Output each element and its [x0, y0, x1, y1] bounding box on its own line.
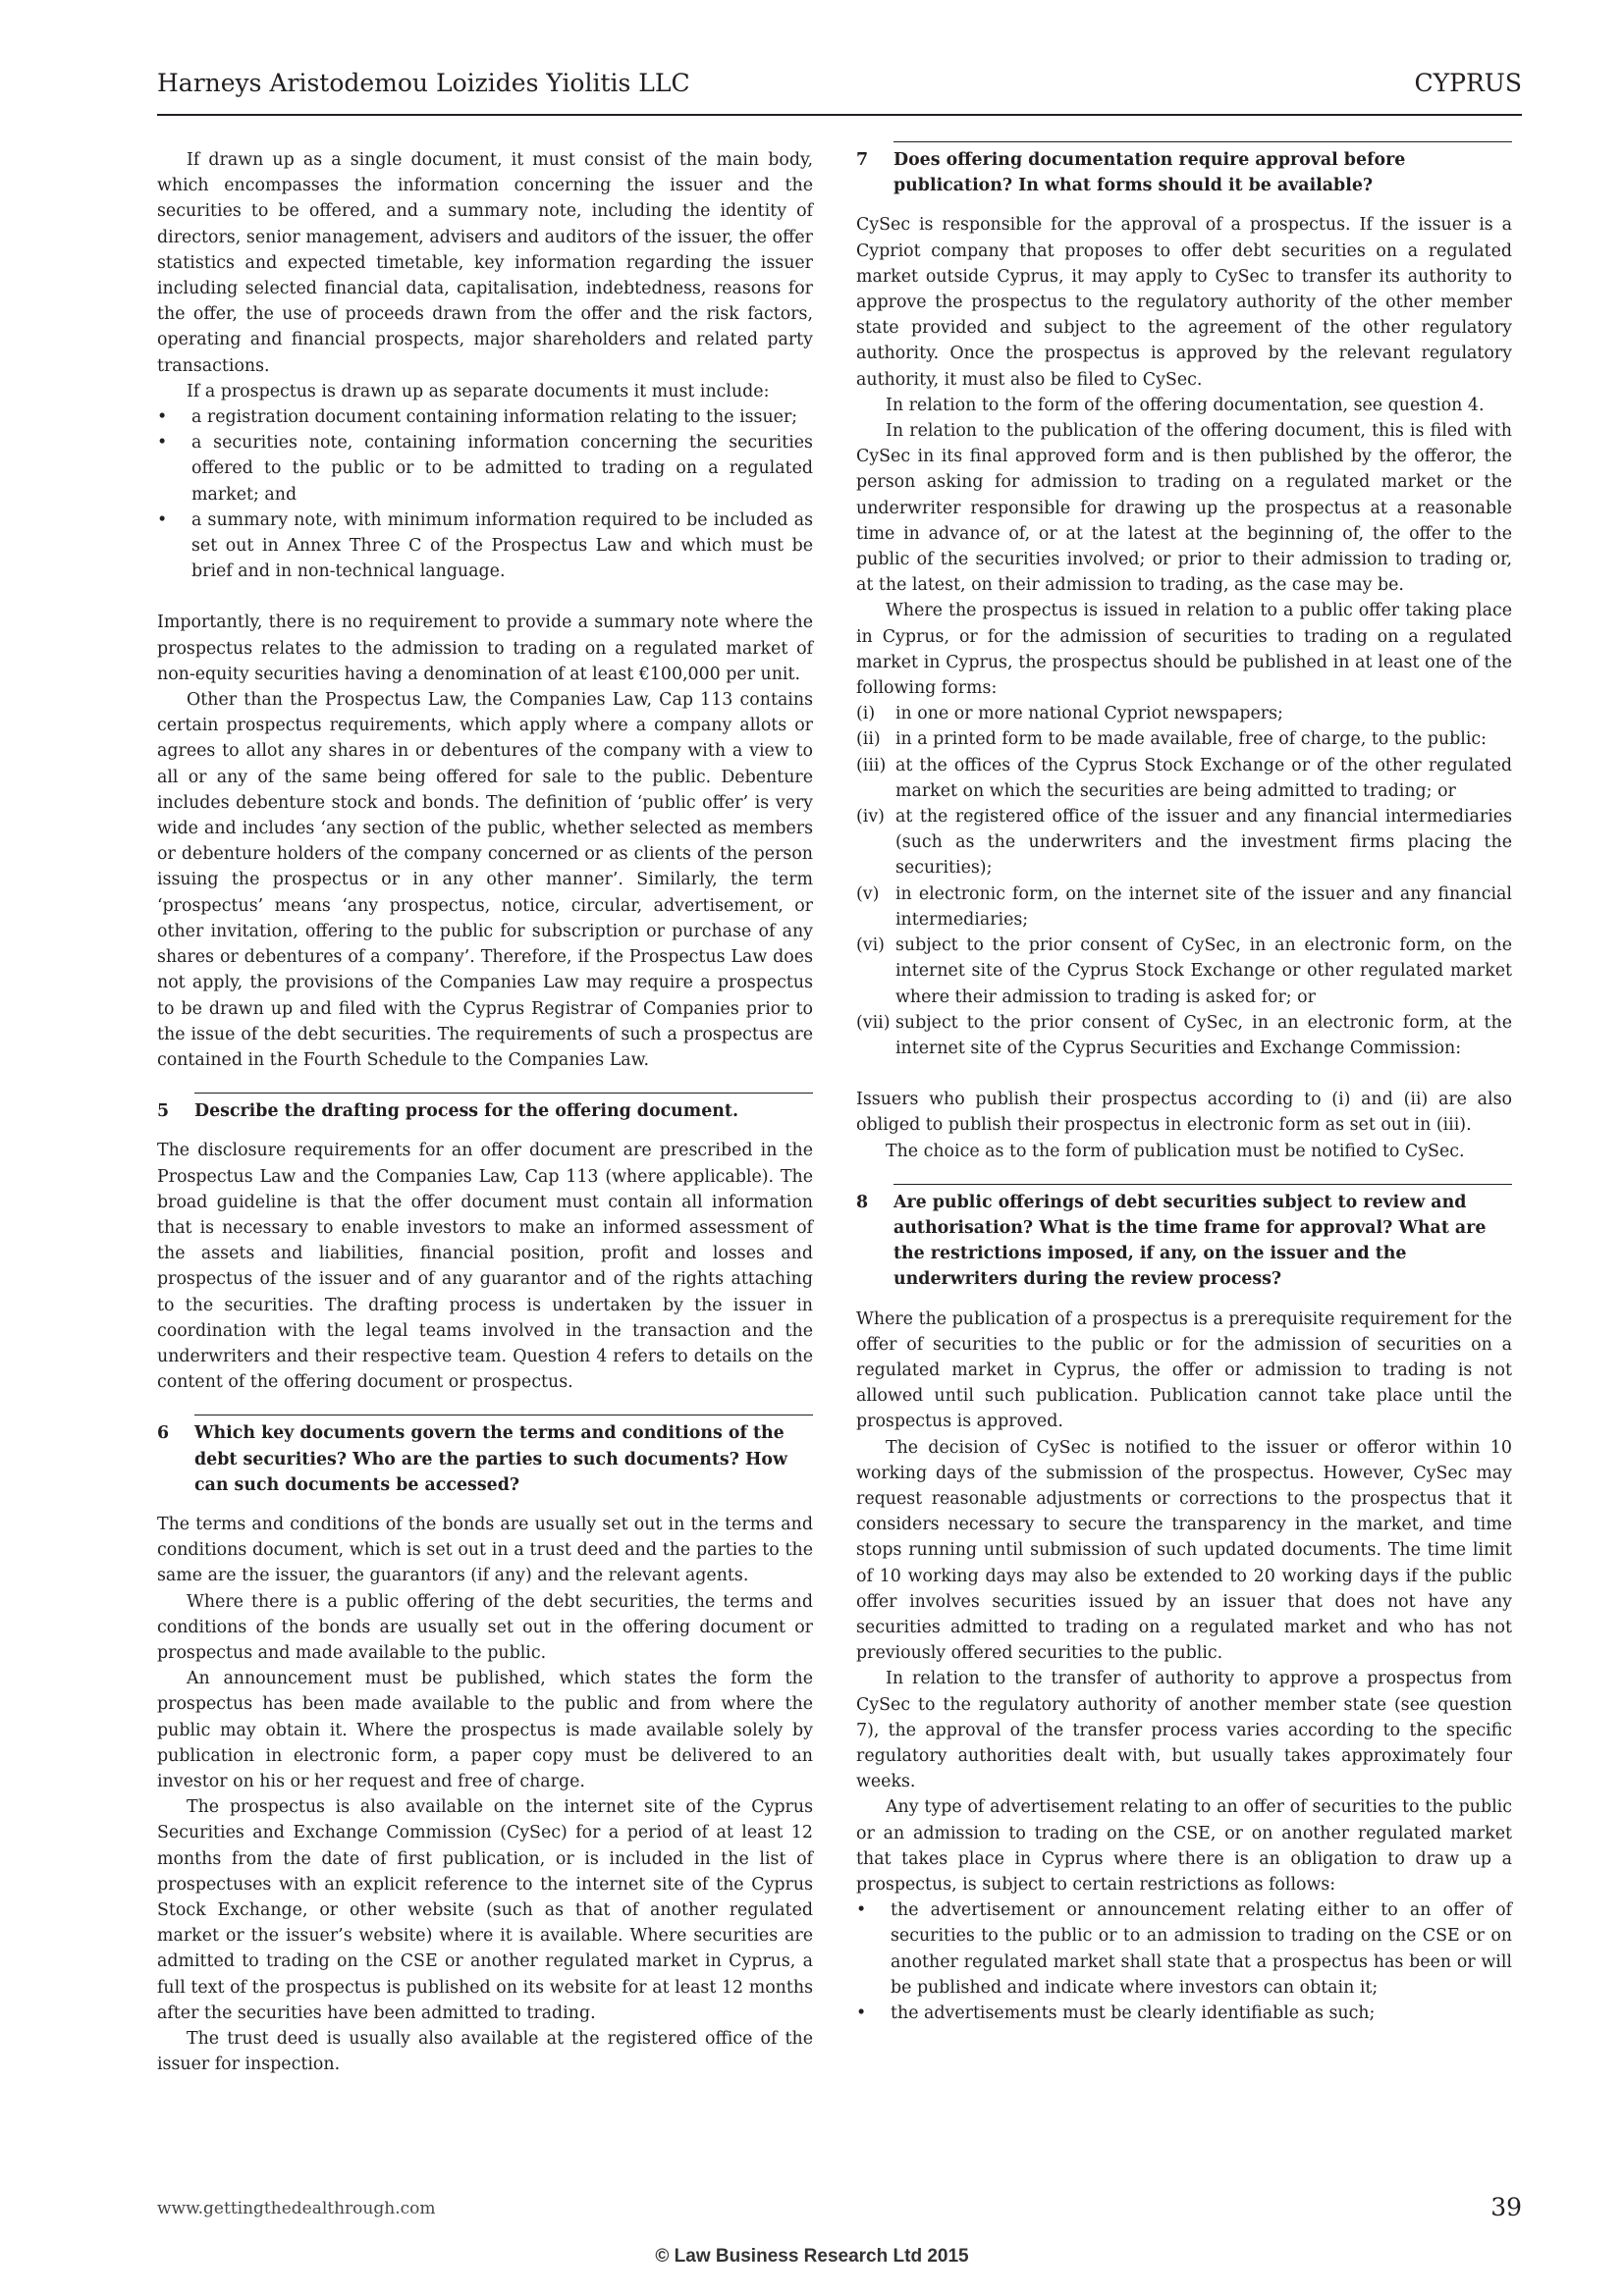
- paragraph: The choice as to the form of publication must be notified to CySec.: [886, 1141, 1465, 1161]
- paragraph: Where there is a public offering of the debt securities, the terms and conditions of the bonds are usually set out in the offering document or prospectus and made available to the public.: [157, 1591, 813, 1663]
- right-column: [856, 147, 1512, 2026]
- bullet-text: the advertisement or announcement relating either to an offer of securities to the public or to an admission to trading on the CSE or on another regulated market shall state that a prospectus has been or will be published and indicate where investors can obtain it;: [891, 1900, 1512, 1998]
- question-number: 5: [157, 1101, 170, 1122]
- list-item: [856, 726, 1512, 752]
- bullet-item: [157, 404, 813, 430]
- paragraph: Issuers who publish their prospectus according to (i) and (ii) are also obliged to publish their prospectus in electronic form as set out in (iii).: [856, 1090, 1512, 1136]
- paragraph: If drawn up as a single document, it must consist of the main body, which encompasses the information concerning the issuer and the securities to be offered, and a summary note, including the identity of directors, senior management, advisers and auditors of the issuer, the offer statistics and expected timetable, key information regarding the issuer including selected financial data, capitalisation, indebtedness, reasons for the offer, the use of proceeds drawn from the offer and the risk factors, operating and financial prospects, major shareholders and related party transactions.: [157, 150, 813, 376]
- bullet-text: a securities note, containing information concerning the securities offered to the public or to be admitted to trading on a regulated market; and: [191, 433, 813, 505]
- question-number: 8: [856, 1192, 869, 1212]
- list-marker: (iv): [856, 807, 885, 828]
- list-text: in electronic form, on the internet site of the issuer and any financial intermediaries;: [895, 883, 1512, 930]
- bullet-icon: •: [157, 407, 168, 428]
- list-text: at the registered office of the issuer and any financial intermediaries (such as the underwriters and the investment firms placing the securities);: [895, 807, 1512, 879]
- list-item: [856, 804, 1512, 881]
- question-text: Which key documents govern the terms and conditions of the debt securities? Who are the parties to such documents? How can such documents be accessed?: [194, 1423, 787, 1495]
- list-item: [856, 1010, 1512, 1061]
- paragraph: The prospectus is also available on the internet site of the Cyprus Securities and Exchange Commission (CySec) for a period of at least 12 months from the date of first publication, or is included in the list of prospectuses with an explicit reference to the internet site of the Cyprus Stock Exchange, or other website (such as that of another regulated market or the issuer’s website) where it is available. Where securities are admitted to trading on the CSE or another regulated market in Cyprus, a full text of the prospectus is published on its website for at least 12 months after the securities have been admitted to trading.: [157, 1797, 813, 2023]
- paragraph: Any type of advertisement relating to an offer of securities to the public or an admission to trading on the CSE, or on another regulated market that takes place in Cyprus where there is an obligation to draw up a prospectus, is subject to certain restrictions as follows:: [856, 1797, 1512, 1895]
- list-marker: (vi): [856, 935, 885, 956]
- bullet-item: [157, 507, 813, 585]
- list-item: [856, 881, 1512, 933]
- country-label: CYPRUS: [1414, 69, 1522, 97]
- paragraph: Other than the Prospectus Law, the Companies Law, Cap 113 contains certain prospectus requirements, which apply where a company allots or agrees to allot any shares in or debentures of the company with a view to all or any of the same being offered for sale to the public. Debenture includes debenture stock and bonds. The definition of ‘public offer’ is very wide and includes ‘any section of the public, whether selected as members or debenture holders of the company concerned or as clients of the person issuing the prospectus or in any other manner’. Similarly, the term ‘prospectus’ means ‘any prospectus, notice, circular, advertisement, or other invitation, offering to the public for subscription or purchase of any shares or debentures of a company’. Therefore, if the Prospectus Law does not apply, the provisions of the Companies Law may require a prospectus to be drawn up and filed with the Cyprus Registrar of Companies prior to the issue of the debt securities. The requirements of such a prospectus are contained in the Fourth Schedule to the Companies Law.: [157, 690, 813, 1070]
- paragraph: The terms and conditions of the bonds are usually set out in the terms and conditions document, which is set out in a trust deed and the parties to the same are the issuer, the guarantors (if any) and the relevant agents.: [157, 1514, 813, 1586]
- paragraph: Where the publication of a prospectus is a prerequisite requirement for the offer of securities to the public or for the admission of securities on a regulated market in Cyprus, the offer or admission to trading is not allowed until such publication. Publication cannot take place until the prospectus is approved.: [856, 1308, 1512, 1432]
- page-number: 39: [1490, 2193, 1522, 2221]
- question-number: 6: [157, 1423, 170, 1444]
- question-text: Does offering documentation require approval before publication? In what forms should it be available?: [893, 150, 1406, 196]
- list-text: in one or more national Cypriot newspapers;: [895, 704, 1283, 724]
- paragraph: If a prospectus is drawn up as separate documents it must include:: [187, 381, 770, 401]
- running-header: [157, 69, 1522, 108]
- paragraph: In relation to the transfer of authority to approve a prospectus from CySec to the regulatory authority of another member state (see question 7), the approval of the transfer process varies according to the specific regulatory authorities dealt with, but usually takes approximately four weeks.: [856, 1669, 1512, 1792]
- question-heading-6: [157, 1420, 813, 1504]
- question-heading-8: [856, 1190, 1512, 1299]
- list-marker: (v): [856, 883, 880, 904]
- list-marker: (i): [856, 704, 876, 724]
- paragraph: The trust deed is usually also available at the registered office of the issuer for inspection.: [157, 2029, 813, 2075]
- firm-name: Harneys Aristodemou Loizides Yiolitis LLC: [157, 69, 690, 97]
- paragraph: The decision of CySec is notified to the issuer or offeror within 10 working days of the submission of the prospectus. However, CySec may request reasonable adjustments or corrections to the prospectus that it considers necessary to secure the transparency in the market, and time stops running until submission of such updated documents. The time limit of 10 working days may also be extended to 20 working days if the public offer involves securities issued by an issuer that does not have any securities admitted to trading on a regulated market and who has not previously offered securities to the public.: [856, 1437, 1512, 1664]
- bullet-item: [856, 2001, 1512, 2026]
- paragraph: Where the prospectus is issued in relation to a public offer taking place in Cyprus, or for the admission of securities to trading on a regulated market in Cyprus, the prospectus should be published in at least one of the following forms:: [856, 601, 1512, 699]
- paragraph: An announcement must be published, which states the form the prospectus has been made available to the public and from where the public may obtain it. Where the prospectus is made available solely by publication in electronic form, a paper copy must be delivered to an investor on his or her request and free of charge.: [157, 1669, 813, 1791]
- website-link[interactable]: www.gettingthedealthrough.com: [157, 2199, 436, 2218]
- list-marker: (vii): [856, 1012, 891, 1033]
- list-marker: (iii): [856, 755, 887, 775]
- list-text: in a printed form to be made available, free of charge, to the public:: [895, 729, 1487, 750]
- question-heading-5: [157, 1098, 813, 1130]
- bullet-icon: •: [157, 509, 168, 530]
- paragraph: In relation to the form of the offering documentation, see question 4.: [886, 395, 1485, 415]
- list-item: [856, 701, 1512, 726]
- bullet-text: a summary note, with minimum information required to be included as set out in Annex Three C of the Prospectus Law and which must be brief and in non-technical language.: [191, 509, 813, 582]
- paragraph: CySec is responsible for the approval of a prospectus. If the issuer is a Cypriot company that proposes to offer debt securities on a regulated market outside Cyprus, it may apply to CySec to transfer its authority to approve the prospectus to the regulatory authority of the other member state provided and subject to the agreement of the other regulatory authority. Once the prospectus is approved by the relevant regulatory authority, it must also be filed to CySec.: [856, 215, 1512, 390]
- bullet-icon: •: [856, 1900, 867, 1921]
- list-text: subject to the prior consent of CySec, in an electronic form, on the internet site of the Cyprus Stock Exchange or other regulated market where their admission to trading is asked for; or: [895, 935, 1512, 1007]
- bullet-text: the advertisements must be clearly identifiable as such;: [891, 2003, 1376, 2024]
- bullet-icon: •: [157, 433, 168, 454]
- list-item: [856, 753, 1512, 804]
- question-heading-7: [856, 147, 1512, 204]
- bullet-item: [856, 1897, 1512, 2001]
- list-text: subject to the prior consent of CySec, in an electronic form, at the internet site of the Cyprus Securities and Exchange Commission:: [895, 1012, 1512, 1058]
- list-item: [856, 933, 1512, 1010]
- question-text: Describe the drafting process for the offering document.: [194, 1101, 738, 1122]
- question-text: Are public offerings of debt securities subject to review and authorisation? What is the time frame for approval? What are the restrictions imposed, if any, on the issuer and the underwriters during the review process?: [893, 1192, 1487, 1290]
- paragraph: In relation to the publication of the offering document, this is filed with CySec in its final approved form and is then published by the offeror, the person asking for admission to trading on a regulated market or the underwriter responsible for drawing up the prospectus at a reasonable time in advance of, or at the latest at the beginning of, the offer to the public of the securities involved; or prior to their admission to trading or, at the latest, on their admission to trading, as the case may be.: [856, 421, 1512, 596]
- left-column: [157, 147, 813, 2077]
- copyright-notice: © Law Business Research Ltd 2015: [655, 2246, 969, 2267]
- bullet-text: a registration document containing information relating to the issuer;: [191, 407, 798, 428]
- list-marker: (ii): [856, 729, 881, 750]
- bullet-icon: •: [856, 2003, 867, 2024]
- bullet-item: [157, 430, 813, 507]
- header-rule: [157, 114, 1522, 116]
- paragraph: Importantly, there is no requirement to provide a summary note where the prospectus relates to the admission to trading on a regulated market of non-equity securities having a denomination of at least €100,000 per unit.: [157, 613, 813, 684]
- paragraph: The disclosure requirements for an offer document are prescribed in the Prospectus Law and the Companies Law, Cap 113 (where applicable). The broad guideline is that the offer document must contain all information that is necessary to enable investors to make an informed assessment of the assets and liabilities, financial position, profit and losses and prospectus of the issuer and of any guarantor and of the rights attaching to the securities. The drafting process is undertaken by the issuer in coordination with the legal teams involved in the transaction and the underwriters and their respective team. Question 4 refers to details on the content of the offering document or prospectus.: [157, 1141, 813, 1393]
- list-text: at the offices of the Cyprus Stock Exchange or of the other regulated market on which the securities are being admitted to trading; or: [895, 755, 1512, 801]
- question-number: 7: [856, 150, 869, 170]
